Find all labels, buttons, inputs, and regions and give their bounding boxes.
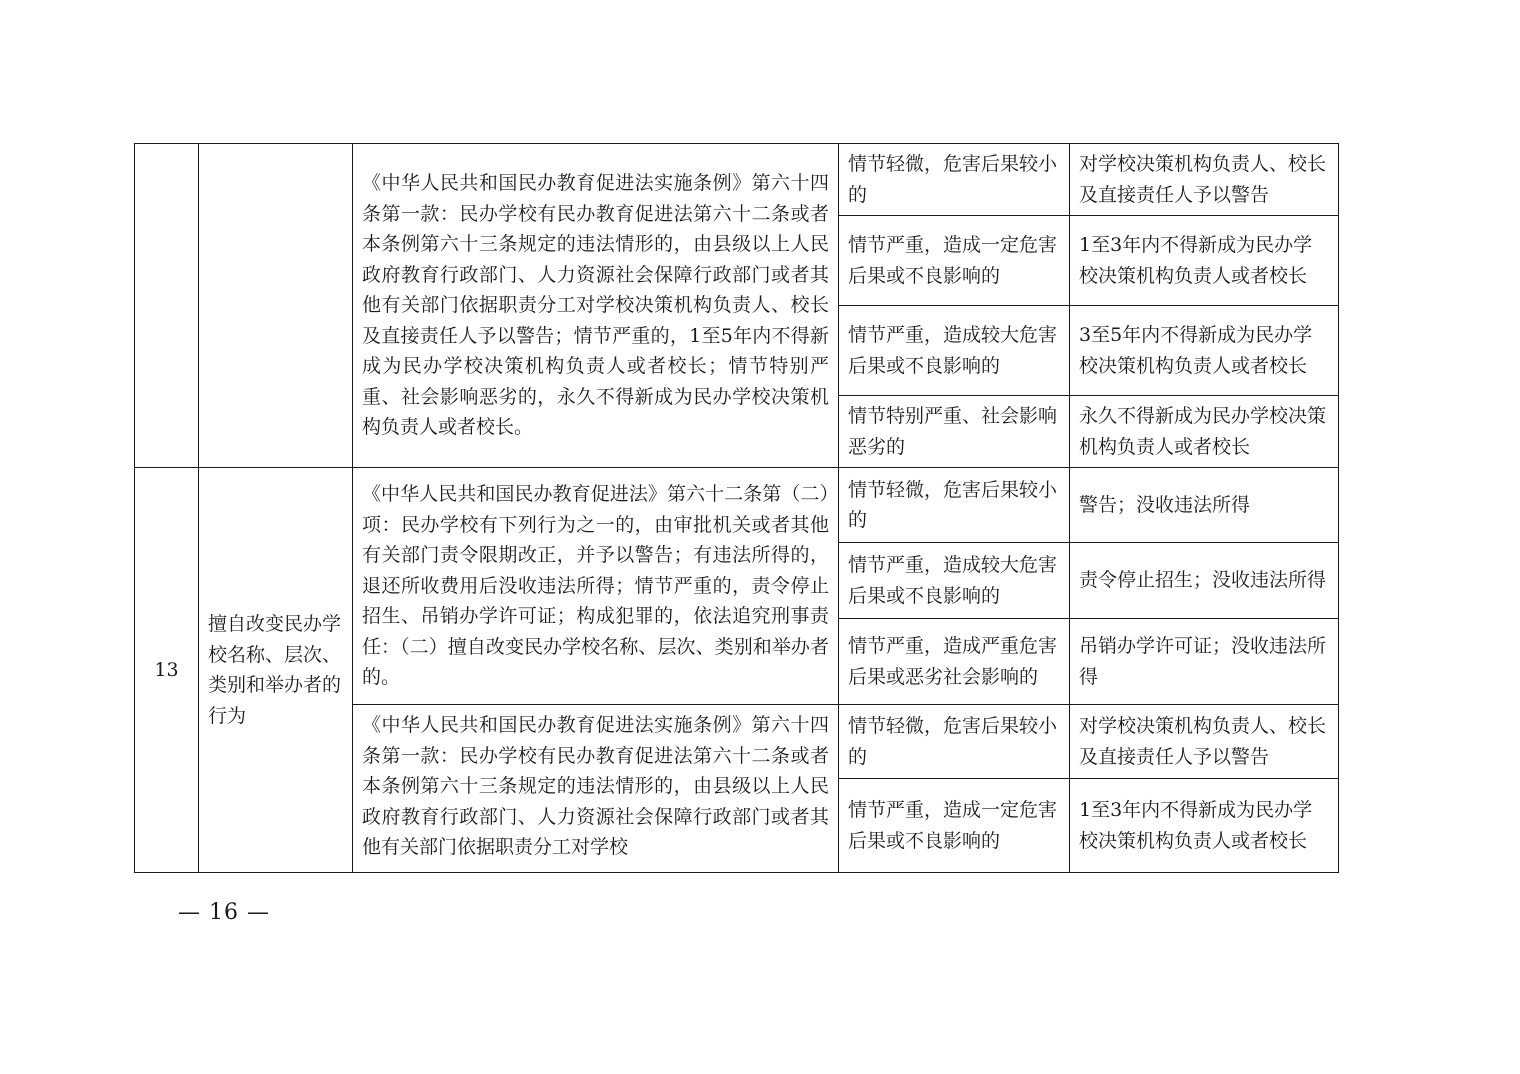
penalty-cell: 责令停止招生；没收违法所得 — [1070, 543, 1339, 619]
legal-basis-cell: 《中华人民共和国民办教育促进法实施条例》第六十四条第一款：民办学校有民办教育促进法第六十二条或者本条例第六十三条规定的违法情形的，由县级以上人民政府教育行政部门、人力资源社会保障行政部门或者其他有关部门依据职责分工对学校决策机构负责人、校长及直接责任人予以警告；情节严重的，1至5年内不得新成为民办学校决策机构负责人或者校长；情节特别严重、社会影响恶劣的，永久不得新成为民办学校决策机构负责人或者校长。 — [353, 144, 839, 468]
penalty-cell: 对学校决策机构负责人、校长及直接责任人予以警告 — [1070, 705, 1339, 779]
legal-basis-cell: 《中华人民共和国民办教育促进法》第六十二条第（二）项：民办学校有下列行为之一的，由审批机关或者其他有关部门责令限期改正，并予以警告；有违法所得的，退还所收费用后没收违法所得；情节严重的，责令停止招生、吊销办学许可证；构成犯罪的，依法追究刑事责任：（二）擅自改变民办学校名称、层次、类别和举办者的。 — [353, 468, 839, 705]
penalty-cell: 永久不得新成为民办学校决策机构负责人或者校长 — [1070, 396, 1339, 468]
circumstance-cell: 情节严重，造成一定危害后果或不良影响的 — [839, 216, 1070, 306]
circumstance-cell: 情节轻微，危害后果较小的 — [839, 705, 1070, 779]
table-row — [135, 468, 1339, 543]
row-number-cell — [135, 144, 199, 468]
penalty-cell: 吊销办学许可证；没收违法所得 — [1070, 619, 1339, 705]
circumstance-cell: 情节轻微，危害后果较小的 — [839, 144, 1070, 216]
penalty-standards-table — [134, 143, 1339, 873]
penalty-cell: 警告；没收违法所得 — [1070, 468, 1339, 543]
penalty-cell: 1至3年内不得新成为民办学校决策机构负责人或者校长 — [1070, 779, 1339, 873]
legal-basis-cell: 《中华人民共和国民办教育促进法实施条例》第六十四条第一款：民办学校有民办教育促进法第六十二条或者本条例第六十三条规定的违法情形的，由县级以上人民政府教育行政部门、人力资源社会保障行政部门或者其他有关部门依据职责分工对学校 — [353, 705, 839, 873]
penalty-cell: 3至5年内不得新成为民办学校决策机构负责人或者校长 — [1070, 306, 1339, 396]
circumstance-cell: 情节轻微，危害后果较小的 — [839, 468, 1070, 543]
circumstance-cell: 情节严重，造成一定危害后果或不良影响的 — [839, 779, 1070, 873]
violation-behavior-cell: 擅自改变民办学校名称、层次、类别和举办者的行为 — [199, 468, 353, 873]
circumstance-cell: 情节严重，造成较大危害后果或不良影响的 — [839, 543, 1070, 619]
penalty-cell: 对学校决策机构负责人、校长及直接责任人予以警告 — [1070, 144, 1339, 216]
table-row — [135, 144, 1339, 216]
circumstance-cell: 情节特别严重、社会影响恶劣的 — [839, 396, 1070, 468]
page-number: — 16 — — [178, 900, 270, 925]
circumstance-cell: 情节严重，造成严重危害后果或恶劣社会影响的 — [839, 619, 1070, 705]
penalty-cell: 1至3年内不得新成为民办学校决策机构负责人或者校长 — [1070, 216, 1339, 306]
circumstance-cell: 情节严重，造成较大危害后果或不良影响的 — [839, 306, 1070, 396]
row-number-cell: 13 — [135, 468, 199, 873]
violation-behavior-cell — [199, 144, 353, 468]
